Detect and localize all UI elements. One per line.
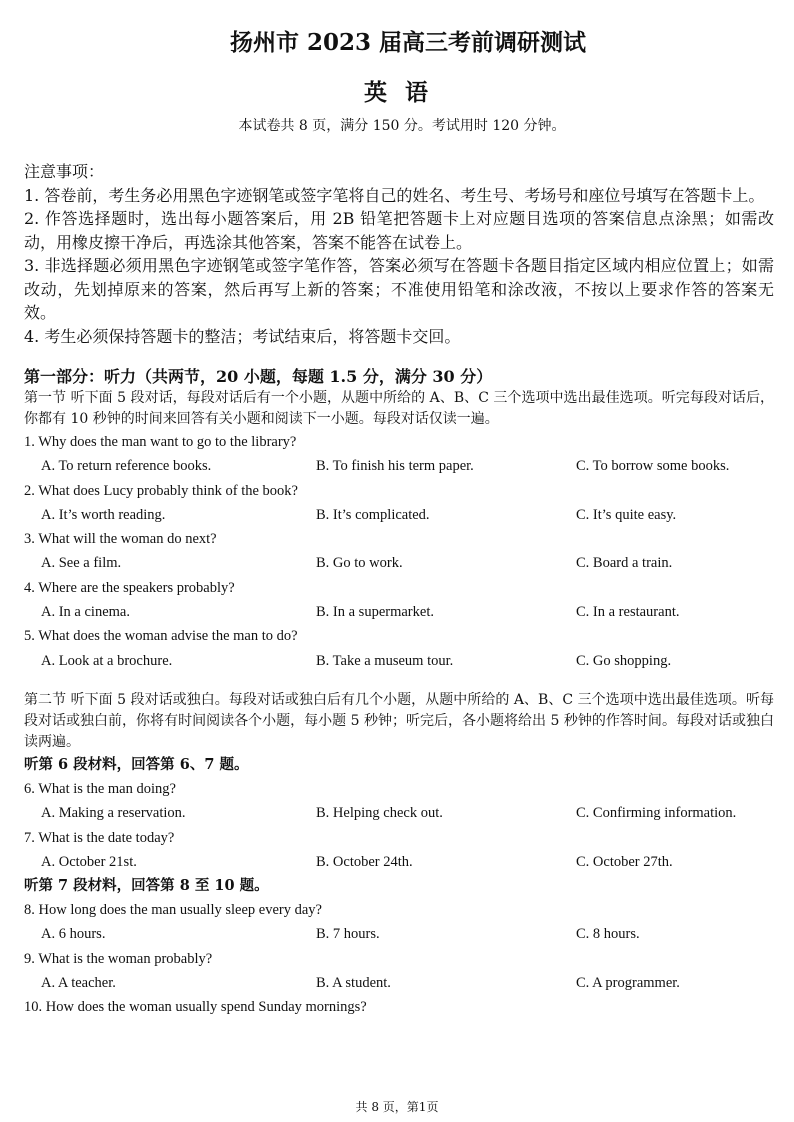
section1-intro: 第一节 听下面 5 段对话，每段对话后有一个小题，从题中所给的 A、B、C 三个选项中选出最佳选项。听完每段对话后，你都有 10 秒钟的时间来回答有关小题和阅读下一小题。每段对话仅读一遍。	[24, 390, 774, 427]
option-c: C. In a restaurant.	[576, 604, 680, 621]
question-options	[24, 551, 774, 575]
question-options	[24, 649, 774, 673]
option-c: C. Go shopping.	[576, 652, 672, 669]
note-item: 2. 作答选择题时，选出每小题答案后，用 2B 铅笔把答题卡上对应题目选项的答案信息点涂黑；如需改动，用橡皮擦干净后，再选涂其他答案，答案不能答在试卷上。	[24, 209, 774, 252]
question-options	[24, 922, 774, 946]
part1-title: 第一部分：听力（共两节，20 小题，每题 1.5 分，满分 30 分）	[24, 367, 493, 386]
section1-questions	[24, 430, 774, 673]
option-b: B. Helping check out.	[316, 805, 443, 822]
group7-title: 听第 7 段材料，回答第 8 至 10 题。	[24, 877, 269, 895]
exam-title: 扬州市 2023 届高三考前调研测试	[229, 29, 587, 56]
question-options	[24, 454, 774, 478]
section2-intro: 第二节 听下面 5 段对话或独白。每段对话或独白后有几个小题，从题中所给的 A、B、C 三个选项中选出最佳选项。听每段对话或独白前，你将有时间阅读各个小题，每小题 5 秒钟；听完后，各小题将给出 5 秒钟的作答时间。每段对话或独白读两遍。	[24, 691, 774, 750]
option-b: B. Go to work.	[316, 555, 403, 572]
notes-block	[24, 160, 774, 348]
note-item: 3. 非选择题必须用黑色字迹钢笔或签字笔作答，答案必须写在答题卡各题目指定区域内相应位置上；如需改动，先划掉原来的答案，然后再写上新的答案；不准使用铅笔和涂改液，不按以上要求作答的答案无效。	[24, 256, 774, 322]
option-c: C. October 27th.	[576, 853, 673, 870]
option-a: A. A teacher.	[41, 975, 116, 992]
question-text: 2. What does Lucy probably think of the book?	[24, 482, 298, 499]
option-b: B. To finish his term paper.	[316, 458, 474, 475]
question-text: 6. What is the man doing?	[24, 780, 176, 797]
exam-meta: 本试卷共 8 页，满分 150 分。考试用时 120 分钟。	[238, 118, 566, 134]
option-a: A. See a film.	[41, 555, 122, 572]
question-options	[24, 503, 774, 527]
question-item	[24, 527, 774, 576]
subject-title: 英语	[364, 79, 446, 106]
question-text: 7. What is the date today?	[24, 829, 175, 846]
option-b: B. A student.	[316, 975, 391, 992]
option-c: C. It’s quite easy.	[576, 506, 677, 523]
option-a: A. 6 hours.	[41, 926, 106, 943]
question-item	[24, 898, 774, 947]
question-item	[24, 576, 774, 625]
question-options	[24, 801, 774, 825]
option-a: A. October 21st.	[41, 853, 137, 870]
option-a: A. It’s worth reading.	[41, 506, 166, 523]
question-text: 3. What will the woman do next?	[24, 531, 217, 548]
question-text: 4. Where are the speakers probably?	[24, 579, 235, 596]
question-item	[24, 947, 774, 996]
question-options	[24, 971, 774, 995]
option-c: C. 8 hours.	[576, 926, 640, 943]
question-item	[24, 624, 774, 673]
question-options	[24, 850, 774, 874]
question-options	[24, 600, 774, 624]
question-text: 8. How long does the man usually sleep every day?	[24, 902, 322, 919]
group6-title: 听第 6 段材料，回答第 6、7 题。	[24, 755, 249, 773]
option-a: A. Making a reservation.	[41, 805, 186, 822]
note-item: 1. 答卷前，考生务必用黑色字迹钢笔或签字笔将自己的姓名、考生号、考场号和座位号填写在答题卡上。	[24, 185, 765, 205]
notes-heading: 注意事项：	[24, 162, 105, 181]
question-text: 10. How does the woman usually spend Sunday mornings?	[24, 999, 367, 1016]
question-item	[24, 479, 774, 528]
option-b: B. 7 hours.	[316, 926, 380, 943]
question-text: 9. What is the woman probably?	[24, 950, 213, 967]
question-text: 1. Why does the man want to go to the library?	[24, 434, 297, 450]
spacer	[24, 673, 774, 690]
option-c: C. To borrow some books.	[576, 458, 730, 475]
question-item	[24, 430, 774, 479]
option-a: A. In a cinema.	[41, 604, 130, 621]
option-b: B. October 24th.	[316, 853, 413, 870]
option-c: C. A programmer.	[576, 975, 680, 992]
option-a: A. To return reference books.	[41, 458, 212, 475]
note-item: 4. 考生必须保持答题卡的整洁；考试结束后，将答题卡交回。	[24, 326, 461, 346]
page-footer: 共 8 页，第1页	[355, 1100, 439, 1114]
question-text: 5. What does the woman advise the man to do?	[24, 628, 298, 645]
option-b: B. In a supermarket.	[316, 604, 434, 621]
option-a: A. Look at a brochure.	[41, 652, 173, 669]
option-c: C. Board a train.	[576, 555, 673, 572]
question-item	[24, 777, 774, 826]
option-b: B. Take a museum tour.	[316, 652, 454, 669]
option-c: C. Confirming information.	[576, 805, 737, 822]
option-b: B. It’s complicated.	[316, 506, 430, 523]
question-item	[24, 826, 774, 875]
